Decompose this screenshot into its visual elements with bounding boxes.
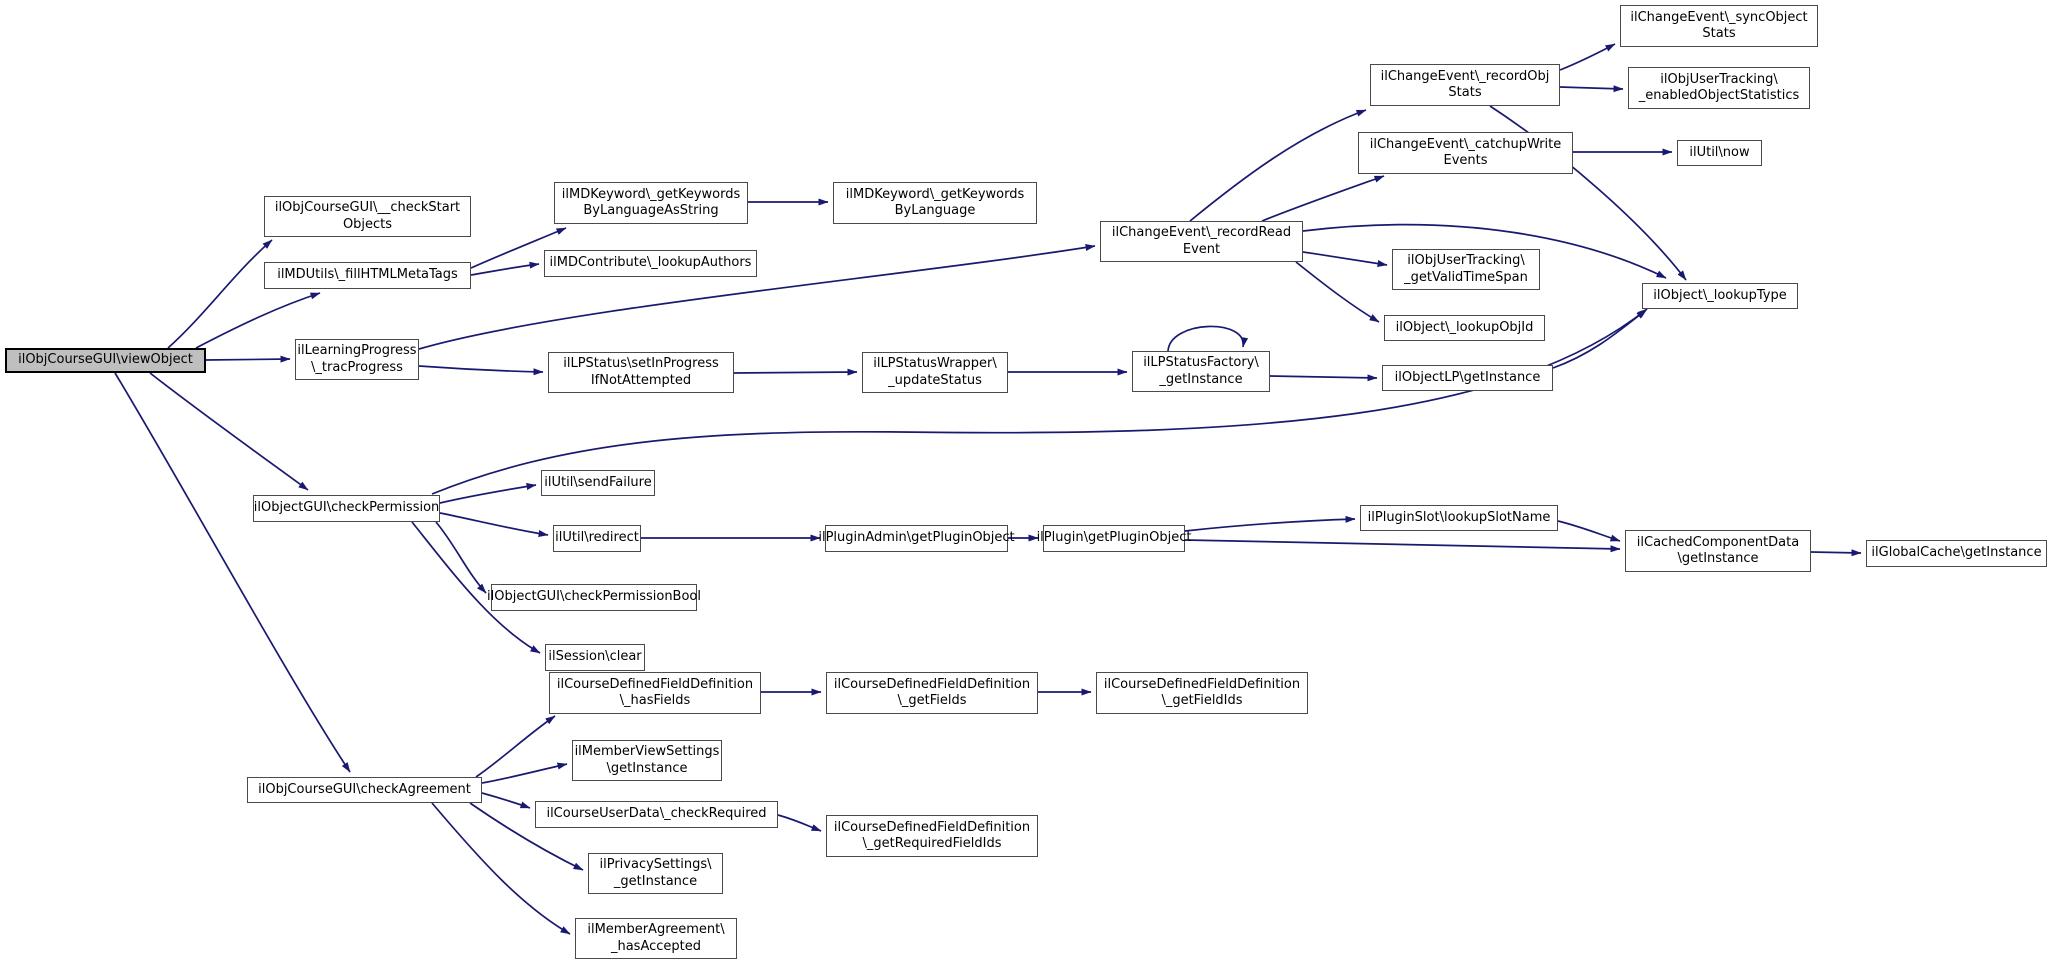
node-ilmdcontribute-lookupauthors[interactable]: ilMDContribute\_lookupAuthors bbox=[544, 250, 757, 277]
node-ilobjcoursegui-checkagreement[interactable]: ilObjCourseGUI\checkAgreement bbox=[247, 777, 482, 803]
node-ilcachedcomponentdata-getinstance[interactable]: ilCachedComponentData \getInstance bbox=[1625, 530, 1811, 572]
node-illpstatusfactory-getinstance[interactable]: ilLPStatusFactory\ _getInstance bbox=[1132, 351, 1270, 392]
node-ilchangeevent-recordreadevent[interactable]: ilChangeEvent\_recordRead Event bbox=[1100, 221, 1303, 262]
node-ilcoursedefinedfielddefinition-getrequiredfieldids[interactable]: ilCourseDefinedFieldDefinition \_getRequiredFieldIds bbox=[826, 815, 1038, 857]
edge-viewobject-checkagreement bbox=[115, 373, 350, 772]
node-ilobject-lookupobjid[interactable]: ilObject\_lookupObjId bbox=[1384, 315, 1545, 341]
node-ilcourseuserdata-checkrequired[interactable]: ilCourseUserData\_checkRequired bbox=[535, 801, 778, 828]
node-illpstatus-setinprogressifnotattempted[interactable]: ilLPStatus\setInProgress IfNotAttempted bbox=[548, 352, 734, 393]
edge-recordobjstats-syncobjstats bbox=[1560, 44, 1615, 70]
node-ilmemberviewsettings-getinstance[interactable]: ilMemberViewSettings \getInstance bbox=[572, 740, 722, 781]
edge-recordread-recordobjstats bbox=[1190, 110, 1366, 221]
edge-cachedcomp-globalcache bbox=[1811, 552, 1861, 553]
node-ilcoursedefinedfielddefinition-getfields[interactable]: ilCourseDefinedFieldDefinition \_getFields bbox=[826, 672, 1038, 714]
node-illearningprogress-tracprogress[interactable]: ilLearningProgress \_tracProgress bbox=[295, 339, 419, 380]
node-ilmdutils-fillhtmlmetatags[interactable]: ilMDUtils\_fillHTMLMetaTags bbox=[264, 262, 471, 289]
edge-checkagreement-hasfields bbox=[476, 716, 555, 777]
node-ilpluginslot-lookupslotname[interactable]: ilPluginSlot\lookupSlotName bbox=[1360, 505, 1558, 531]
node-ilobjcoursegui-viewobject: ilObjCourseGUI\viewObject bbox=[5, 348, 206, 373]
node-ilobject-lookuptype[interactable]: ilObject\_lookupType bbox=[1642, 283, 1798, 309]
edge-tracprogress-recordread bbox=[419, 246, 1095, 349]
edge-viewobject-tracprogress bbox=[206, 359, 290, 360]
node-ilpluginadmin-getpluginobject[interactable]: ilPluginAdmin\getPluginObject bbox=[825, 525, 1008, 552]
node-ilutil-sendfailure[interactable]: ilUtil\sendFailure bbox=[541, 470, 655, 496]
edge-recordread-catchupwrite bbox=[1262, 176, 1384, 221]
edge-checkpermission-sendfailure bbox=[440, 485, 536, 503]
node-ilcoursedefinedfielddefinition-getfieldids[interactable]: ilCourseDefinedFieldDefinition \_getFieldIds bbox=[1096, 672, 1308, 714]
edge-lpfactory-objectlp bbox=[1270, 376, 1377, 378]
node-ilobjectlp-getinstance[interactable]: ilObjectLP\getInstance bbox=[1382, 365, 1553, 391]
edge-recordread-lookupobjid bbox=[1296, 262, 1379, 322]
edge-checkagreement-memberview bbox=[482, 764, 567, 783]
edge-viewobject-checkstart bbox=[168, 240, 272, 348]
node-ilmdkeyword-getkeywordsbylanguage[interactable]: ilMDKeyword\_getKeywords ByLanguage bbox=[833, 182, 1037, 224]
edge-plugin-cachedcomp bbox=[1185, 540, 1620, 549]
edge-pluginslot-cachedcomp bbox=[1558, 521, 1620, 541]
node-ilplugin-getpluginobject[interactable]: ilPlugin\getPluginObject bbox=[1043, 525, 1185, 552]
node-ilglobalcache-getinstance[interactable]: ilGlobalCache\getInstance bbox=[1866, 540, 2047, 567]
edge-checkagreement-checkrequired bbox=[482, 793, 530, 808]
edge-objectlp-lookuptype bbox=[1553, 310, 1646, 368]
node-ilcoursedefinedfielddefinition-hasfields[interactable]: ilCourseDefinedFieldDefinition \_hasFields bbox=[549, 672, 761, 714]
node-ilobjectgui-checkpermissionbool[interactable]: ilObjectGUI\checkPermissionBool bbox=[491, 584, 697, 611]
edge-plugin-pluginslot bbox=[1185, 519, 1355, 531]
node-ilobjusertracking-enabledobjectstatistics[interactable]: ilObjUserTracking\ _enabledObjectStatistics bbox=[1628, 67, 1810, 109]
edge-lpfactory-selfloop bbox=[1168, 326, 1243, 351]
node-ilchangeevent-catchupwriteevents[interactable]: ilChangeEvent\_catchupWrite Events bbox=[1358, 132, 1573, 174]
node-ilsession-clear[interactable]: ilSession\clear bbox=[545, 644, 645, 671]
node-ilchangeevent-recordobjstats[interactable]: ilChangeEvent\_recordObj Stats bbox=[1370, 64, 1560, 106]
edge-checkrequired-getrequiredfieldids bbox=[778, 815, 821, 831]
node-illpstatuswrapper-updatestatus[interactable]: ilLPStatusWrapper\ _updateStatus bbox=[862, 352, 1008, 393]
edge-tracprogress-setinprogress bbox=[419, 366, 543, 372]
edge-recordobjstats-enabledobjstats bbox=[1560, 87, 1623, 89]
node-ilmemberagreement-hasaccepted[interactable]: ilMemberAgreement\ _hasAccepted bbox=[575, 918, 737, 959]
node-ilprivacysettings-getinstance[interactable]: ilPrivacySettings\ _getInstance bbox=[588, 853, 723, 894]
node-ilutil-redirect[interactable]: ilUtil\redirect bbox=[553, 525, 641, 552]
node-ilobjcoursegui-checkstartobjects[interactable]: ilObjCourseGUI\__checkStart Objects bbox=[264, 196, 471, 237]
edge-checkpermission-redirect bbox=[440, 513, 548, 535]
edge-setinprogress-updatestatus bbox=[734, 372, 857, 373]
node-ilutil-now[interactable]: ilUtil\now bbox=[1677, 140, 1762, 166]
node-ilmdkeyword-getkeywordsbylanguageasstring[interactable]: ilMDKeyword\_getKeywords ByLanguageAsString bbox=[554, 182, 748, 224]
edge-recordread-validtimespan bbox=[1303, 252, 1387, 265]
node-ilobjectgui-checkpermission[interactable]: ilObjectGUI\checkPermission bbox=[253, 495, 440, 522]
node-ilchangeevent-syncobjectstats[interactable]: ilChangeEvent\_syncObject Stats bbox=[1620, 5, 1818, 47]
edge-fillmeta-lookupauthors bbox=[471, 264, 539, 275]
node-ilobjusertracking-getvalidtimespan[interactable]: ilObjUserTracking\ _getValidTimeSpan bbox=[1392, 249, 1540, 290]
